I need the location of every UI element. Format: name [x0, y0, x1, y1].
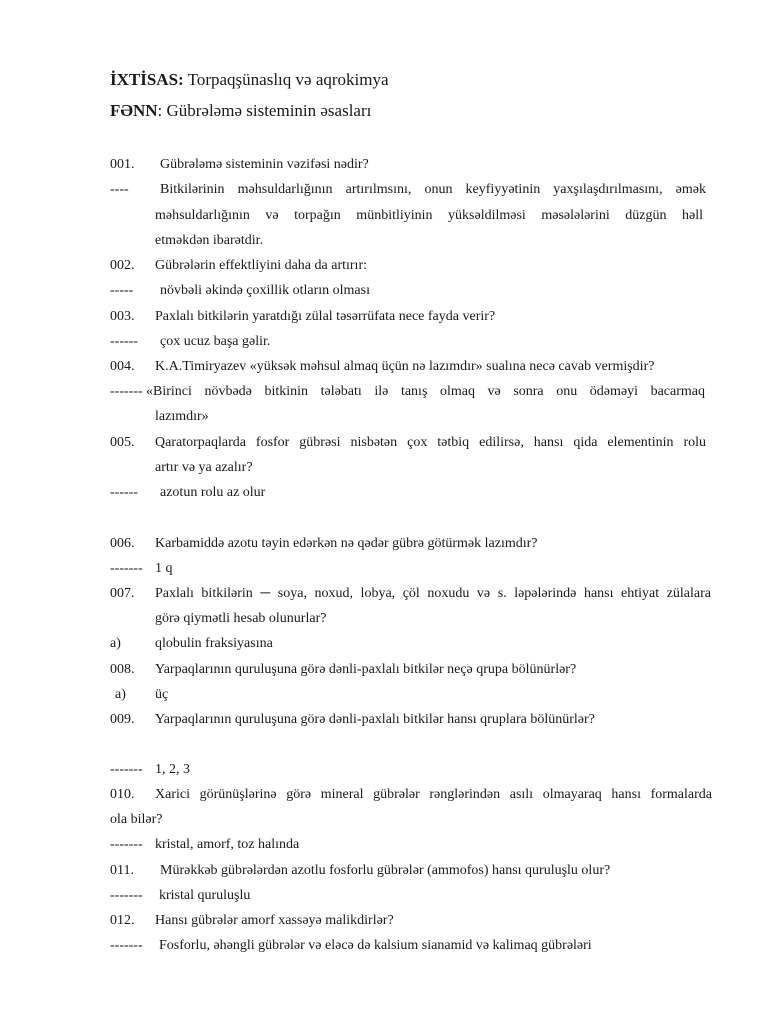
answer-text: qlobulin fraksiyasına [155, 636, 273, 651]
answer-marker: ------ [110, 485, 138, 500]
answer-text: kristal, amorf, toz halında [155, 837, 300, 852]
answer-text: «Birinci növbədə bitkinin tələbatı ilə tanış olmaq və sonra onu ödəməyi bacarmaq [146, 384, 705, 399]
answer-marker: ---- [110, 182, 129, 197]
answer-text: lazımdır» [155, 409, 209, 424]
answer-marker: ------- [110, 938, 143, 953]
answer-text: növbəli əkində çoxillik otların olması [160, 283, 370, 298]
answer-text: kristal quruluşlu [159, 888, 251, 903]
answer-marker: ------- [110, 384, 143, 399]
specialty-heading [110, 70, 389, 90]
question-text: K.A.Timiryazev «yüksək məhsul almaq üçün nə lazımdır» sualına necə cavab vermişdir? [155, 359, 655, 374]
answer-text: etməkdən ibarətdir. [155, 233, 264, 248]
question-number: 002. [110, 258, 135, 273]
question-number: 010. [110, 787, 135, 802]
question-number: 003. [110, 309, 135, 324]
answer-text: Bitkilərinin məhsuldarlığının artırılmsını, onun keyfiyyətinin yaxşılaşdırılmasını, əmək [160, 182, 706, 197]
question-text: Gübrələrin effektliyini daha da artırır: [155, 258, 367, 273]
question-number: 009. [110, 712, 135, 727]
question-text: Yarpaqlarının quruluşuna görə dənli-paxlalı bitkilər hansı qruplara bölünürlər? [155, 712, 595, 727]
subject-value: : Gübrələmə sisteminin əsasları [157, 101, 372, 120]
answer-marker: ------- [110, 837, 143, 852]
question-number: 012. [110, 913, 135, 928]
question-number: 008. [110, 662, 135, 677]
question-text: ola bilər? [110, 812, 163, 827]
answer-marker: ------- [110, 762, 143, 777]
question-text: Yarpaqlarının quruluşuna görə dənli-paxlalı bitkilər neçə qrupa bölünürlər? [155, 662, 577, 677]
question-text: Xarici görünüşlərinə görə mineral gübrələr rənglərindən asılı olmayaraq hansı formalarda [155, 787, 712, 802]
answer-text: Fosforlu, əhəngli gübrələr və eləcə də kalsium sianamid və kalimaq gübrələri [159, 938, 592, 953]
question-number: 001. [110, 157, 135, 172]
answer-text: üç [155, 687, 169, 702]
answer-marker: a) [115, 687, 126, 702]
question-number: 005. [110, 435, 135, 450]
question-number: 004. [110, 359, 135, 374]
answer-text: çox ucuz başa gəlir. [160, 334, 271, 349]
answer-marker: ------- [110, 561, 143, 576]
question-text: Gübrələmə sisteminin vəzifəsi nədir? [160, 157, 369, 172]
answer-marker: ------ [110, 334, 138, 349]
answer-marker: ----- [110, 283, 134, 298]
question-text: Qaratorpaqlarda fosfor gübrəsi nisbətən çox tətbiq edilirsə, hansı qida elementinin rolu [155, 435, 706, 450]
answer-marker: a) [110, 636, 121, 651]
specialty-label: İXTİSAS: [110, 70, 184, 89]
question-text: artır və ya azalır? [155, 460, 253, 475]
answer-text: 1 q [155, 561, 173, 576]
answer-text: 1, 2, 3 [155, 762, 190, 777]
question-number: 011. [110, 863, 134, 878]
question-text: Paxlalı bitkilərin yaratdığı zülal təsərrüfata nece fayda verir? [155, 309, 496, 324]
question-text: görə qiymətli hesab olunurlar? [155, 611, 327, 626]
question-text: Karbamiddə azotu təyin edərkən nə qədər gübrə götürmək lazımdır? [155, 536, 538, 551]
question-number: 006. [110, 536, 135, 551]
answer-text: azotun rolu az olur [160, 485, 266, 500]
question-text: Mürəkkəb gübrələrdən azotlu fosforlu gübrələr (ammofos) hansı quruluşlu olur? [160, 863, 611, 878]
specialty-value: Torpaqşünaslıq və aqrokimya [187, 70, 389, 89]
question-text: Paxlalı bitkilərin ─ soya, noxud, lobya, çöl noxudu və s. ləpələrində hansı ehtiyat zülalara [155, 586, 711, 601]
answer-marker: ------- [110, 888, 143, 903]
subject-heading [110, 101, 371, 121]
answer-text: məhsuldarlığının və torpağın münbitliyinin yüksəldilməsi məsələlərini düzgün həll [155, 208, 703, 223]
subject-label: FƏNN [110, 101, 158, 120]
question-number: 007. [110, 586, 135, 601]
question-text: Hansı gübrələr amorf xassəyə malikdirlər? [155, 913, 394, 928]
